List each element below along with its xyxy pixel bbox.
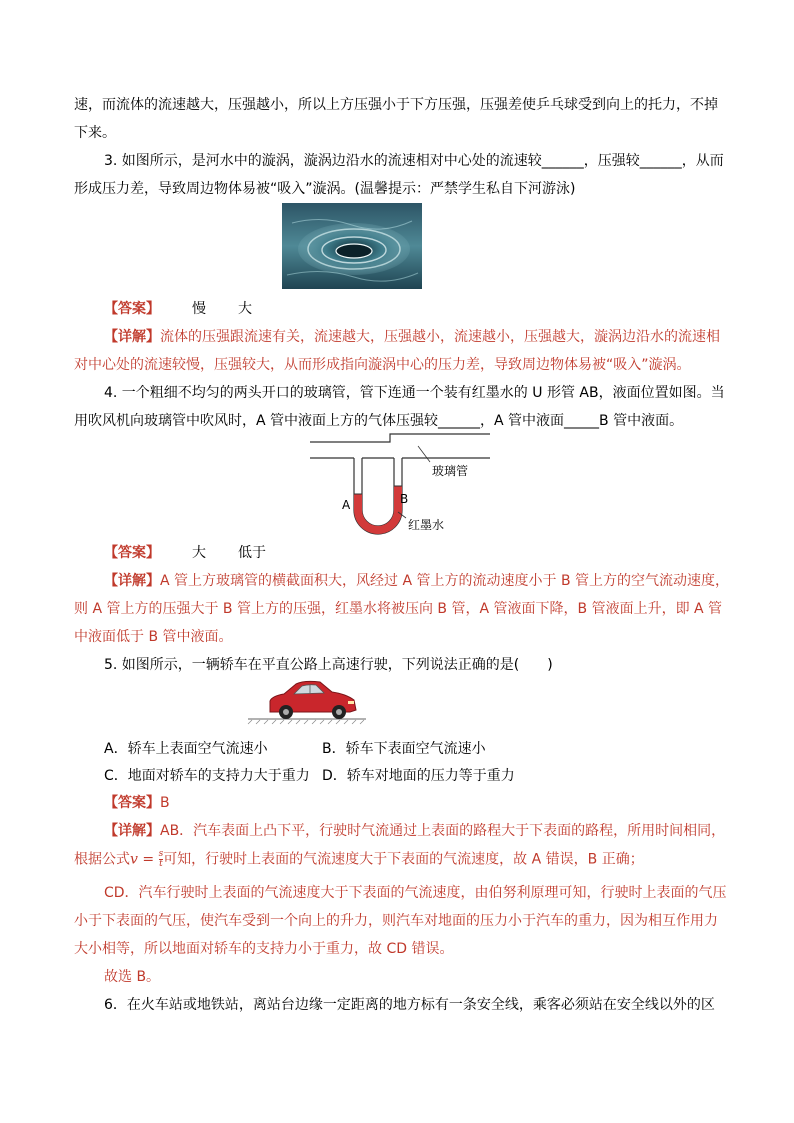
label-b: B (400, 492, 409, 506)
q4-detail-text1: A 管上方玻璃管的横截面积大，风经过 A 管上方的流动速度小于 B 管上方的空气流动速度， (160, 573, 730, 589)
q3-answer-tag: 【答案】 (104, 301, 160, 317)
q4-answer-2: 低于 (238, 545, 266, 561)
q5-detail-line1 (104, 822, 725, 840)
car-image (244, 674, 368, 726)
q4-detail-line2: 则 A 管上方的压强大于 B 管上方的压强，红墨水将被压向 B 管，A 管液面下降，B 管液面上升，即 A 管 (74, 601, 723, 617)
q5-option-c: C．地面对轿车的支持力大于重力 (104, 768, 310, 784)
q5-detail-line2-post: 可知，行驶时上表面的气流速度大于下表面的气流速度，故 A 错误，B 正确； (163, 851, 644, 868)
q5-stem: 5. 如图所示，一辆轿车在平直公路上高速行驶，下列说法正确的是( ) (104, 657, 553, 673)
q4-detail-line1 (104, 572, 729, 590)
formula-num: s (158, 849, 164, 859)
formula-eq: = (137, 851, 159, 868)
q4-answer-1: 大 (192, 545, 206, 561)
q3-detail-line1 (104, 328, 720, 346)
q4-stem-line1: 4. 一个粗细不均匀的两头开口的玻璃管，管下连通一个装有红墨水的 U 形管 AB，液面位置如图。当 (104, 385, 725, 401)
q3-stem-line1: 3. 如图所示，是河水中的漩涡，漩涡边沿水的流速相对中心处的流速较______，压强较______，从而 (104, 153, 724, 169)
q5-option-d: D．轿车对地面的压力等于重力 (322, 768, 515, 784)
q3-answer-1: 慢 (192, 301, 206, 317)
formula-v: v (130, 851, 138, 868)
q6-stem-line1: 6．在火车站或地铁站，离站台边缘一定距离的地方标有一条安全线，乘客必须站在安全线以外的区 (104, 997, 715, 1013)
q2-text-line1: 速，而流体的流速越大，压强越小，所以上方压强小于下方压强，压强差使乒乓球受到向上的托力，不掉 (74, 97, 718, 113)
q5-option-b: B．轿车下表面空气流速小 (322, 741, 486, 757)
q4-answer-tag: 【答案】 (104, 545, 160, 561)
u-tube-diagram (310, 432, 490, 536)
q5-detail-line5: 大小相等，所以地面对轿车的支持力小于重力，故 CD 错误。 (74, 941, 454, 957)
q2-text-line2: 下来。 (74, 125, 116, 141)
q5-detail-tag: 【详解】 (104, 823, 160, 839)
q5-answer-line (104, 794, 170, 812)
q5-detail-line3: CD．汽车行驶时上表面的气流速度大于下表面的气流速度，由伯努利原理可知，行驶时上表面的气压 (104, 885, 727, 901)
q5-detail-line4: 小于下表面的气压，使汽车受到一个向上的升力，则汽车对地面的压力小于汽车的重力，因为相互作用力 (74, 913, 718, 929)
q3-detail-text1: 流体的压强跟流速有关，流速越大，压强越小，流速越小，压强越大，漩涡边沿水的流速相 (160, 329, 720, 345)
q5-detail-line2-pre: 根据公式 (74, 851, 130, 868)
q4-stem-line2: 用吹风机向玻璃管中吹风时，A 管中液面上方的气体压强较______，A 管中液面_____B 管中液面。 (74, 413, 684, 429)
label-glass-tube: 玻璃管 (432, 464, 469, 478)
q5-detail-line2 (74, 850, 644, 869)
q5-conclusion: 故选 B。 (104, 969, 161, 985)
q5-option-a: A．轿车上表面空气流速小 (104, 741, 268, 757)
q5-answer: B (160, 795, 170, 811)
whirlpool-image (282, 203, 422, 289)
q4-detail-line3: 中液面低于 B 管中液面。 (74, 629, 233, 645)
q3-answer-2: 大 (238, 301, 252, 317)
q3-detail-tag: 【详解】 (104, 329, 160, 345)
q5-answer-tag: 【答案】 (104, 795, 160, 811)
q3-detail-line2: 对中心处的流速较慢，压强较大，从而形成指向漩涡中心的压力差，导致周边物体易被“吸入”漩涡。 (74, 357, 691, 373)
q5-detail-text1: AB．汽车表面上凸下平，行驶时气流通过上表面的路程大于下表面的路程，所用时间相同， (160, 823, 726, 839)
formula-den: t (159, 859, 163, 869)
q3-stem-line2: 形成压力差，导致周边物体易被“吸入”漩涡。(温馨提示：严禁学生私自下河游泳) (74, 181, 576, 197)
q4-detail-tag: 【详解】 (104, 573, 160, 589)
label-a: A (342, 498, 351, 512)
label-red-ink: 红墨水 (408, 518, 445, 532)
